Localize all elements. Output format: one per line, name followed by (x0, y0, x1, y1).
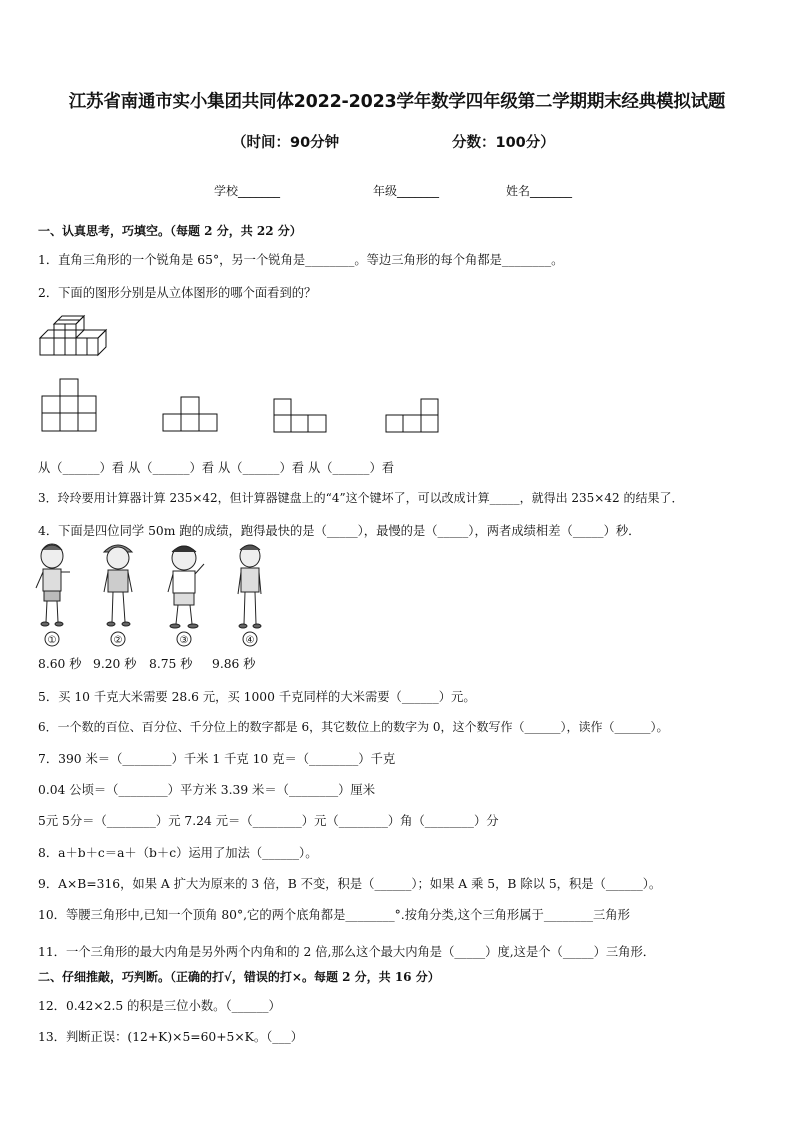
score-label: 分数：100分） (452, 135, 555, 151)
view-3-figure (274, 399, 326, 432)
student-4-time: 9.86 秒 (212, 657, 256, 671)
exam-title: 江苏省南通市实小集团共同体2022-2023学年数学四年级第二学期期末经典模拟试题 (68, 92, 726, 112)
view-figures (0, 357, 794, 457)
question-9: 9．A×B=316，如果 A 扩大为原来的 3 倍，B 不变，积是（______）；如果 A 乘 5，B 除以 5，积是（______）。 (38, 877, 662, 891)
section-1-heading: 一、认真思考，巧填空。（每题 2 分，共 22 分） (38, 224, 302, 238)
grade-field: 年级_______ (373, 184, 440, 198)
question-6: 6．一个数的百位、百分位、千分位上的数字都是 6，其它数位上的数字为 0，这个数写作（______），读作（______）。 (38, 720, 669, 734)
time-label: （时间：90分钟 (232, 135, 340, 151)
question-12: 12．0.42×2.5 的积是三位小数。（______） (38, 999, 281, 1013)
student-1-time: 8.60 秒 (38, 657, 82, 671)
student-4-mark: ④ (245, 635, 255, 646)
student-3-mark: ③ (179, 635, 189, 646)
student-1-mark: ① (47, 635, 57, 646)
student-1-figure (36, 544, 70, 626)
view-4-figure (386, 399, 438, 432)
view-2-figure (163, 397, 217, 431)
student-2-time: 9.20 秒 (93, 657, 137, 671)
student-3-time: 8.75 秒 (149, 657, 193, 671)
question-10: 10．等腰三角形中,已知一个顶角 80°,它的两个底角都是________°.按角分类,这个三角形属于________三角形 (38, 908, 630, 922)
students-illustration (32, 542, 272, 652)
student-3-figure (168, 546, 204, 628)
school-field: 学校_______ (214, 184, 281, 198)
student-2-figure (104, 545, 132, 626)
question-11: 11．一个三角形的最大内角是另外两个内角和的 2 倍,那么这个最大内角是（_____）度,这是个（_____）三角形． (38, 945, 656, 959)
question-5: 5．买 10 千克大米需要 28.6 元，买 1000 千克同样的大米需要（______）元。 (38, 690, 476, 704)
question-7-line-1: 7．390 米＝（________）千米 1 千克 10 克＝（________）千克 (38, 752, 396, 766)
student-4-figure (238, 545, 261, 628)
question-2-answers: 从（______）看 从（______）看 从（______）看 从（______）看 (38, 461, 395, 475)
question-1: 1．直角三角形的一个锐角是 65°，另一个锐角是________。等边三角形的每个角都是________。 (38, 253, 564, 267)
question-2: 2．下面的图形分别是从立体图形的哪个面看到的？ (38, 286, 317, 300)
view-1-figure (42, 379, 96, 431)
question-4: 4．下面是四位同学 50m 跑的成绩，跑得最快的是（_____），最慢的是（_____），两者成绩相差（_____）秒． (38, 524, 641, 538)
question-13: 13．判断正误：(12+K)×5=60+5×K。（___） (38, 1030, 304, 1044)
solid-figure (36, 312, 108, 360)
question-8: 8．a＋b＋c＝a＋（b＋c）运用了加法（______）。 (38, 846, 318, 860)
student-2-mark: ② (113, 635, 123, 646)
section-2-heading: 二、仔细推敲，巧判断。（正确的打√，错误的打×。每题 2 分，共 16 分） (38, 970, 440, 984)
name-field: 姓名_______ (506, 184, 573, 198)
question-3: 3．玲玲要用计算器计算 235×42，但计算器键盘上的“4”这个键坏了，可以改成计算_____，就得出 235×42 的结果了． (38, 491, 684, 505)
question-7-line-2: 0.04 公顷＝（________）平方米 3.39 米＝（________）厘米 (38, 783, 376, 797)
question-7-line-3: 5元 5分＝（________）元 7.24 元＝（________）元（________）角（________）分 (38, 814, 499, 828)
